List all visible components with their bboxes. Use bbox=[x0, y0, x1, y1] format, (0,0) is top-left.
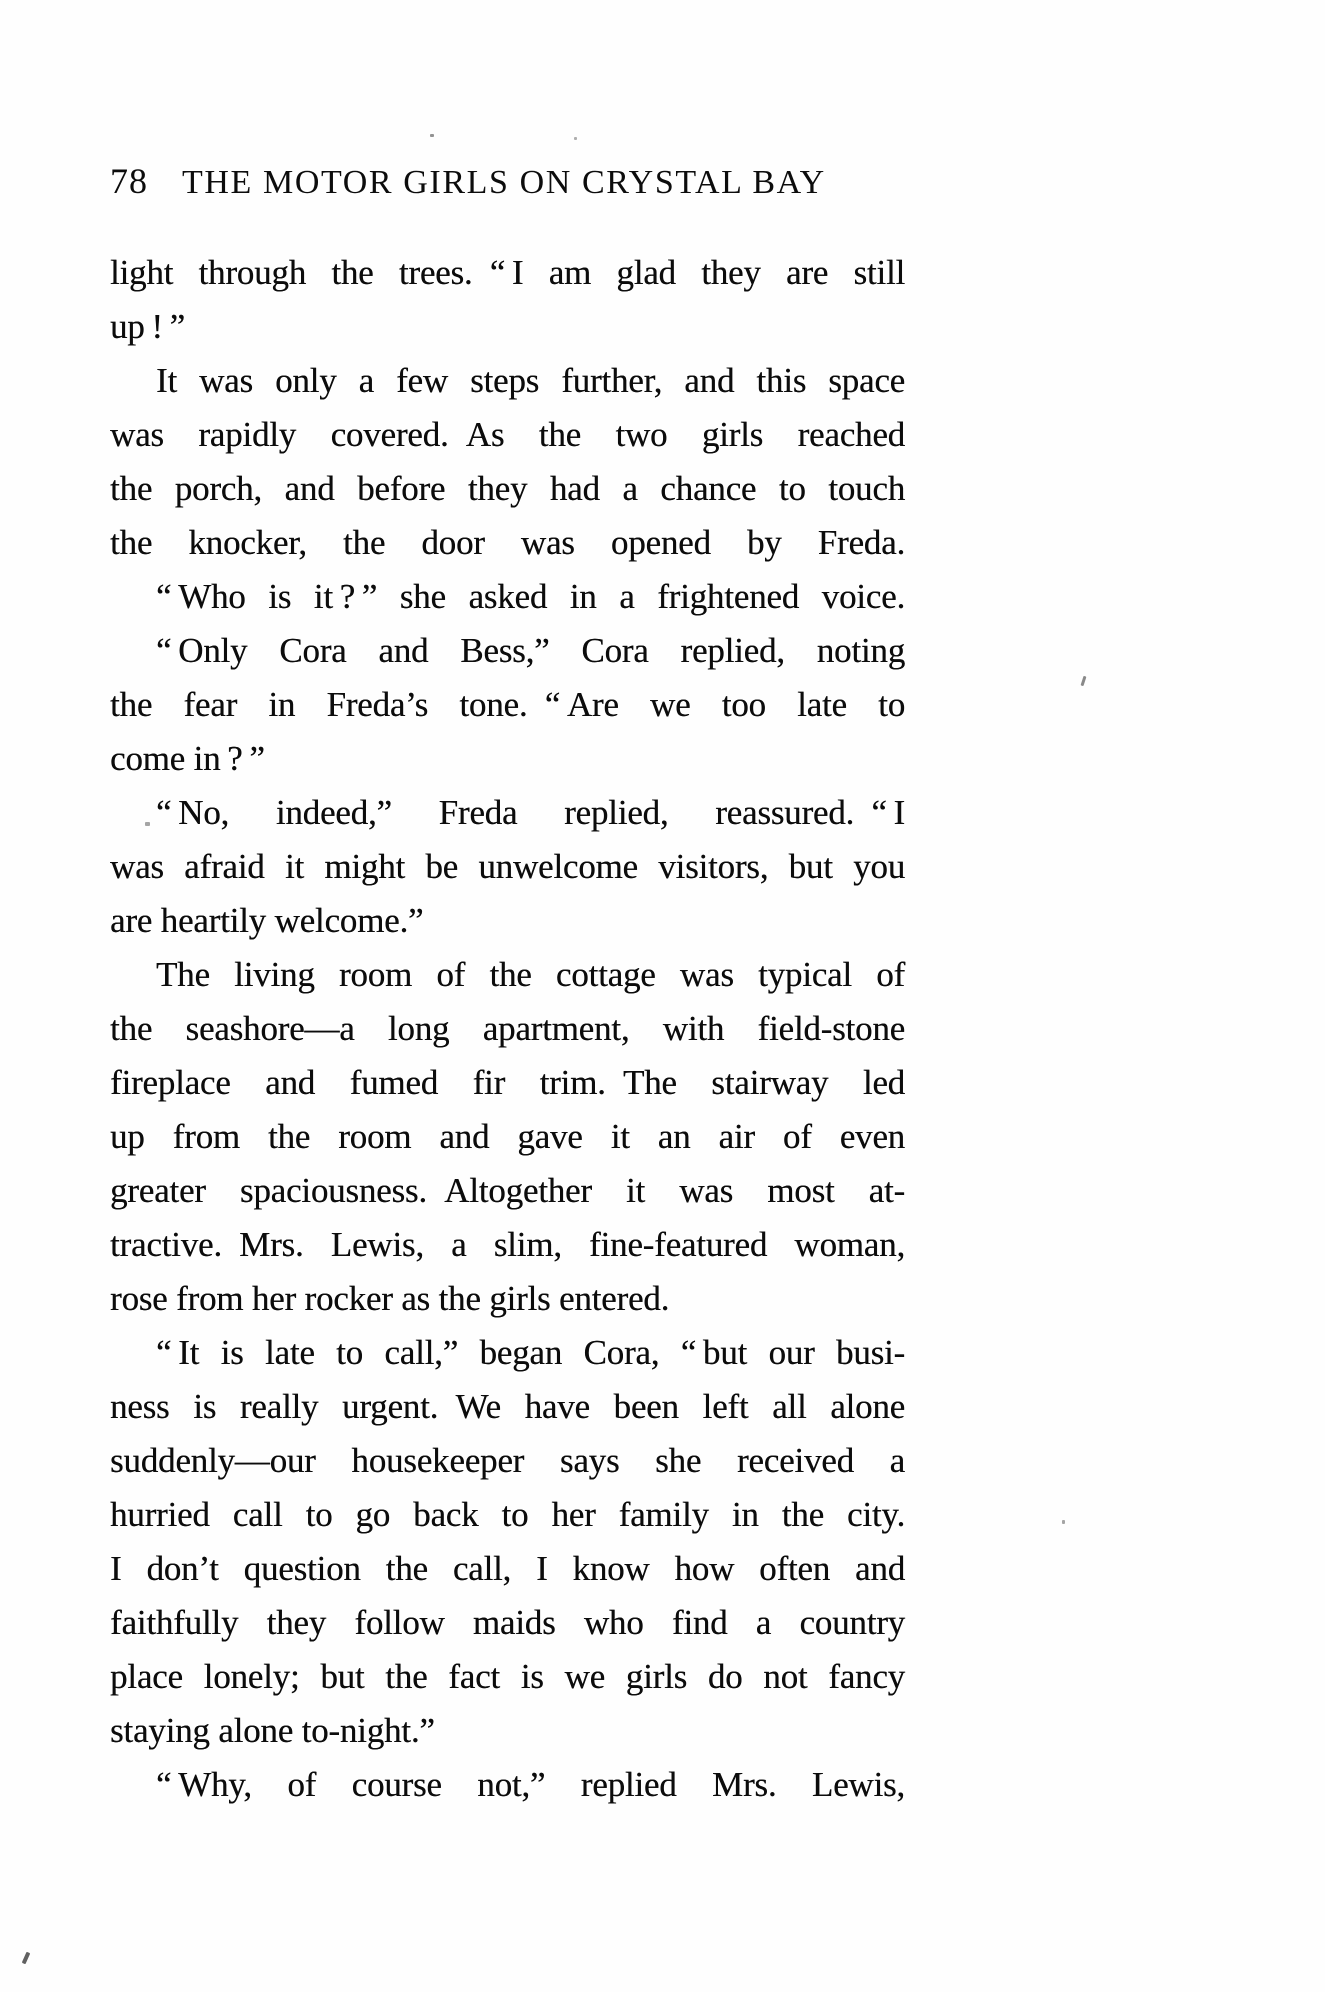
text-line: the seashore—a long apartment, with field-stone bbox=[110, 1009, 905, 1048]
text-line: the knocker, the door was opened by Freda. bbox=[110, 523, 905, 562]
text-line: I don’t question the call, I know how often and bbox=[110, 1549, 905, 1588]
text-line: light through the trees. “ I am glad they are still bbox=[110, 253, 905, 292]
text-line: faithfully they follow maids who find a country bbox=[110, 1603, 905, 1642]
scan-artifact bbox=[574, 137, 577, 140]
text-line: fireplace and fumed fir trim. The stairway led bbox=[110, 1063, 905, 1102]
text-line: hurried call to go back to her family in the city. bbox=[110, 1495, 905, 1534]
page-header bbox=[110, 160, 905, 202]
scan-artifact bbox=[22, 1952, 31, 1965]
text-line: “ No, indeed,” Freda replied, reassured. “ I bbox=[156, 793, 905, 832]
text-line: up ! ” bbox=[110, 307, 186, 346]
text-line: greater spaciousness. Altogether it was most at- bbox=[110, 1171, 905, 1210]
scan-artifact bbox=[430, 134, 434, 137]
text-line: ness is really urgent. We have been left all alone bbox=[110, 1387, 905, 1426]
scan-artifact bbox=[145, 822, 150, 826]
text-line: was afraid it might be unwelcome visitors, but you bbox=[110, 847, 905, 886]
text-line: “ Only Cora and Bess,” Cora replied, noting bbox=[156, 631, 905, 670]
text-line: It was only a few steps further, and this space bbox=[156, 361, 905, 400]
text-line: tractive. Mrs. Lewis, a slim, fine-featured woman, bbox=[110, 1225, 905, 1264]
text-line: the porch, and before they had a chance to touch bbox=[110, 469, 905, 508]
text-line: come in ? ” bbox=[110, 739, 265, 778]
page-text bbox=[110, 246, 905, 1812]
text-line: the fear in Freda’s tone. “ Are we too late to bbox=[110, 685, 905, 724]
text-line: are heartily welcome.” bbox=[110, 901, 424, 940]
text-line: “ Why, of course not,” replied Mrs. Lewis, bbox=[156, 1765, 905, 1804]
page-number: 78 bbox=[110, 161, 148, 201]
text-line: “ It is late to call,” began Cora, “ but our busi- bbox=[156, 1333, 905, 1372]
running-title: THE MOTOR GIRLS ON CRYSTAL BAY bbox=[182, 164, 826, 201]
text-line: suddenly—our housekeeper says she received a bbox=[110, 1441, 905, 1480]
scan-artifact bbox=[1081, 676, 1087, 686]
text-line: place lonely; but the fact is we girls do not fancy bbox=[110, 1657, 905, 1696]
text-line: staying alone to-night.” bbox=[110, 1711, 435, 1750]
scan-artifact bbox=[1062, 1520, 1065, 1524]
text-line: up from the room and gave it an air of even bbox=[110, 1117, 905, 1156]
text-line: “ Who is it ? ” she asked in a frightened voice. bbox=[156, 577, 905, 616]
text-line: The living room of the cottage was typical of bbox=[156, 955, 905, 994]
text-line: rose from her rocker as the girls entered. bbox=[110, 1279, 670, 1318]
text-line: was rapidly covered. As the two girls reached bbox=[110, 415, 905, 454]
